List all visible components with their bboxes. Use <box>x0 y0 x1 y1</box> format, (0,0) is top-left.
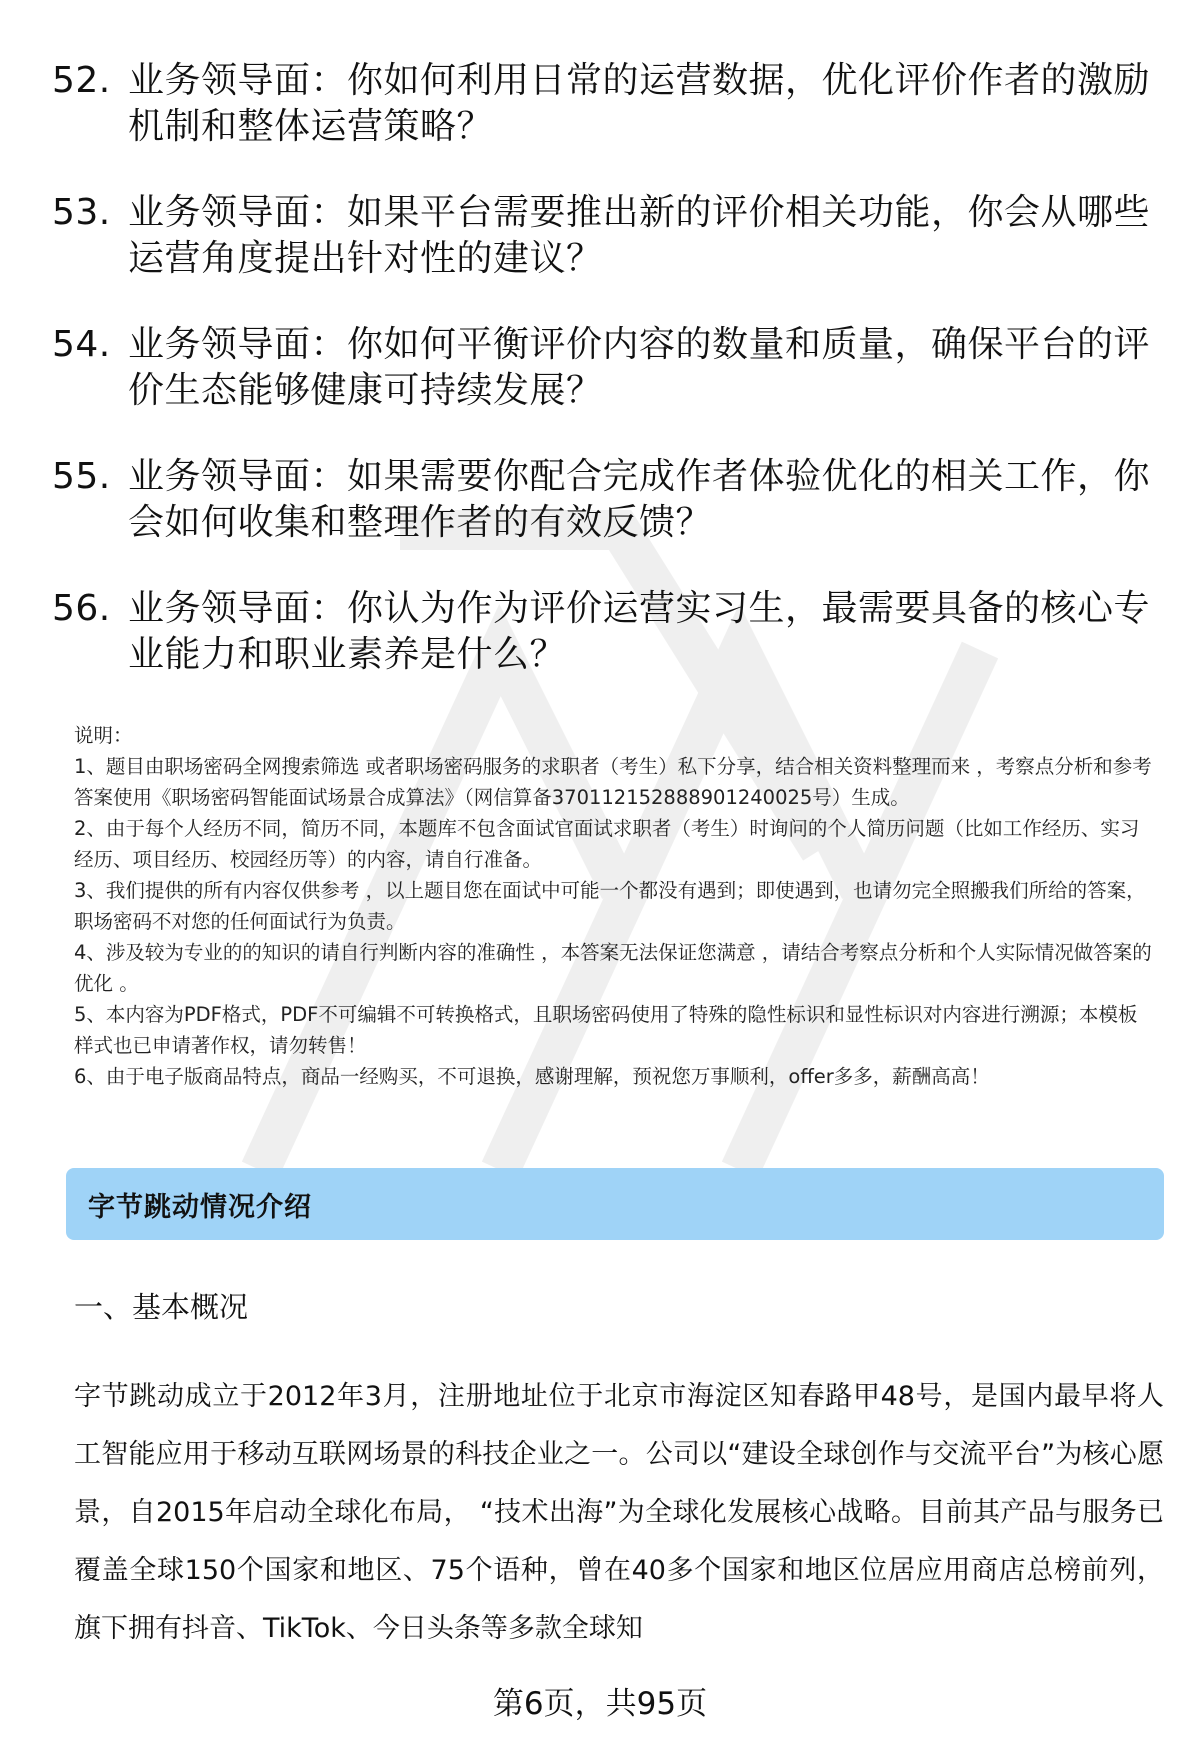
body-paragraph <box>74 1368 1164 1658</box>
question-item <box>52 454 1152 546</box>
page-number: 第6页，共95页 <box>492 1686 708 1722</box>
notes-title: 说明： <box>74 724 133 747</box>
paragraph-text: 字节跳动成立于2012年3月，注册地址位于北京市海淀区知春路甲48号，是国内最早将人工智能应用于移动互联网场景的科技企业之一。公司以“建设全球创作与交流平台”为核心愿景，自2015年启动全球化布局， “技术出海”为全球化发展核心战略。目前其产品与服务已覆盖全球150个国家和地区、75个语种，曾在40多个国家和地区位居应用商店总榜前列，旗下拥有抖音、TikTok、今日头条等多款全球知 <box>74 1381 1164 1644</box>
question-number: 55. <box>52 456 111 497</box>
disclaimer-notes <box>74 720 1154 1092</box>
note-item: 1、题目由职场密码全网搜索筛选 或者职场密码服务的求职者（考生）私下分享，结合相关资料整理而来 ，考察点分析和参考答案使用《职场密码智能面试场景合成算法》（网信算备370112152888901240025号）生成。 <box>74 755 1152 809</box>
question-list <box>52 58 1152 718</box>
question-item <box>52 190 1152 282</box>
question-text: 业务领导面：如果平台需要推出新的评价相关功能，你会从哪些运营角度提出针对性的建议？ <box>128 192 1151 279</box>
question-item <box>52 586 1152 678</box>
question-item <box>52 322 1152 414</box>
note-item: 3、我们提供的所有内容仅供参考 ，以上题目您在面试中可能一个都没有遇到；即使遇到，也请勿完全照搬我们所给的答案，职场密码不对您的任何面试行为负责。 <box>74 879 1146 933</box>
question-text: 业务领导面：你认为作为评价运营实习生，最需要具备的核心专业能力和职业素养是什么？ <box>128 588 1151 675</box>
question-number: 53. <box>52 192 111 233</box>
question-text: 业务领导面：你如何平衡评价内容的数量和质量，确保平台的评价生态能够健康可持续发展？ <box>128 324 1151 411</box>
question-text: 业务领导面：你如何利用日常的运营数据，优化评价作者的激励机制和整体运营策略？ <box>128 60 1151 147</box>
section-banner-title: 字节跳动情况介绍 <box>88 1191 312 1223</box>
note-item: 5、本内容为PDF格式，PDF不可编辑不可转换格式，且职场密码使用了特殊的隐性标识和显性标识对内容进行溯源；本模板样式也已申请著作权，请勿转售！ <box>74 1003 1138 1057</box>
note-item: 2、由于每个人经历不同，简历不同，本题库不包含面试官面试求职者（考生）时询问的个人简历问题（比如工作经历、实习经历、项目经历、校园经历等）的内容，请自行准备。 <box>74 817 1140 871</box>
note-item: 4、涉及较为专业的的知识的请自行判断内容的准确性 ，本答案无法保证您满意 ，请结合考察点分析和个人实际情况做答案的优化 。 <box>74 941 1152 995</box>
question-text: 业务领导面：如果需要你配合完成作者体验优化的相关工作，你会如何收集和整理作者的有效反馈？ <box>128 456 1151 543</box>
question-item <box>52 58 1152 150</box>
sub-heading: 一、基本概况 <box>74 1290 249 1324</box>
question-number: 54. <box>52 324 111 365</box>
note-item: 6、由于电子版商品特点，商品一经购买，不可退换，感谢理解，预祝您万事顺利，offer多多，薪酬高高！ <box>74 1065 990 1088</box>
question-number: 56. <box>52 588 111 629</box>
section-banner <box>66 1168 1164 1240</box>
question-number: 52. <box>52 60 111 101</box>
